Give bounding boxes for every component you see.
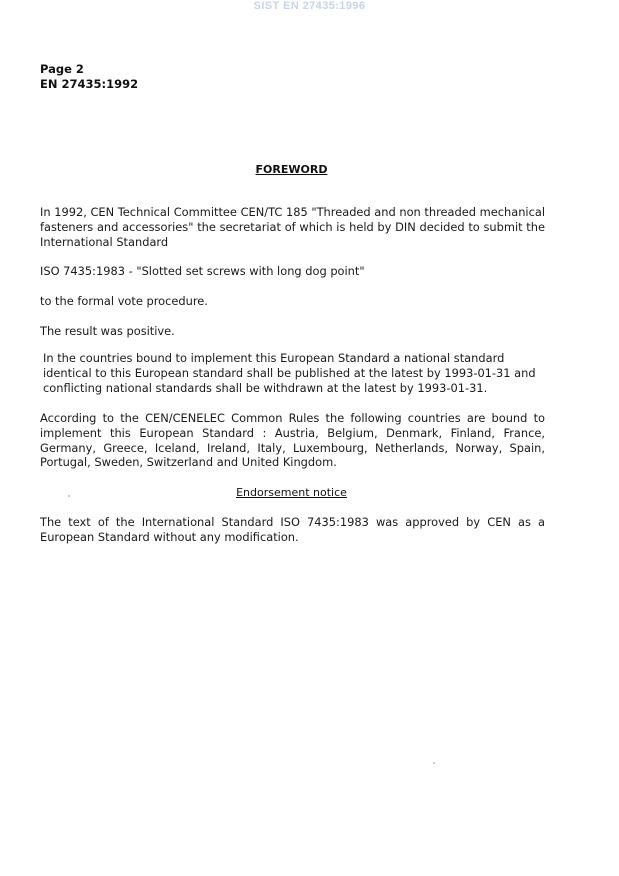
- foreword-paragraph-standard-title: ISO 7435:1983 - "Slotted set screws with long dog point": [40, 264, 365, 278]
- foreword-paragraph-vote: to the formal vote procedure.: [40, 294, 208, 308]
- page-number: Page 2: [40, 62, 84, 76]
- foreword-heading: FOREWORD: [255, 163, 328, 176]
- foreword-paragraph-result: The result was positive.: [40, 324, 175, 338]
- standard-number: EN 27435:1992: [40, 77, 139, 91]
- foreword-paragraph-intro: In 1992, CEN Technical Committee CEN/TC 185 "Threaded and non threaded mechanical fasteners and accessories" the secretariat of which is held by DIN decided to submit the International Standard: [40, 205, 545, 249]
- scan-speck: [433, 762, 435, 764]
- page-header: [40, 62, 138, 92]
- foreword-paragraph-dates: In the countries bound to implement this European Standard a national standard identical to this European standard shall be published at the latest by 1993-01-31 and conflicting national standards shall be withdrawn at the latest by 1993-01-31.: [43, 351, 536, 395]
- endorsement-heading: Endorsement notice: [236, 486, 347, 499]
- foreword-paragraph-countries: According to the CEN/CENELEC Common Rules the following countries are bound to implement this European Standard : Austria, Belgium, Denmark, Finland, France, Germany, Greece, Iceland, Ireland, Italy, Luxembourg, Netherlands, Norway, Spain, Portugal, Sweden, Switzerland and United Kingdom.: [40, 411, 545, 470]
- scan-speck: [68, 495, 70, 497]
- endorsement-paragraph: The text of the International Standard ISO 7435:1983 was approved by CEN as a European Standard without any modification.: [40, 515, 545, 544]
- watermark: SIST EN 27435:1996: [253, 0, 366, 12]
